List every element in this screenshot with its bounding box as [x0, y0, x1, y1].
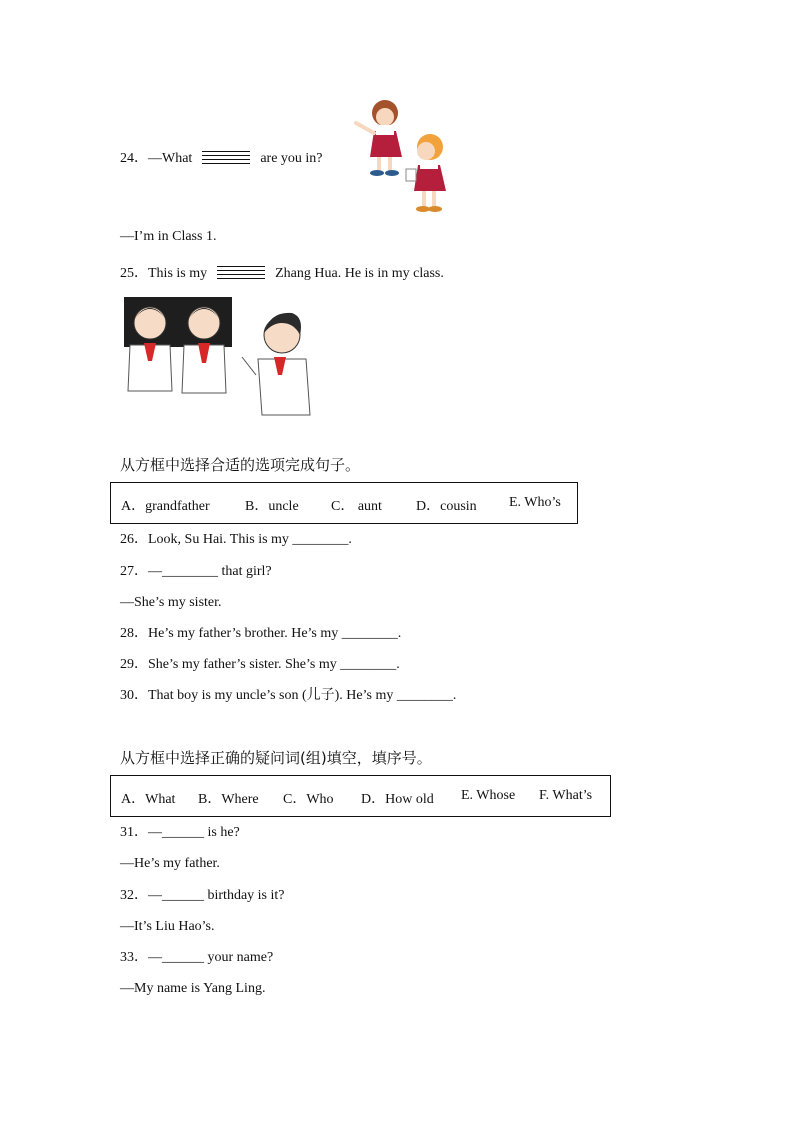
q33: 33．—______ your name?	[120, 950, 274, 965]
q27-answer: —She’s my sister.	[120, 595, 222, 610]
two-girls-illustration	[350, 95, 455, 220]
boys-illustration	[122, 295, 312, 417]
q24-line	[120, 150, 323, 168]
q25-writing-lines[interactable]	[217, 265, 265, 279]
section1-instruction: 从方框中选择合适的选项完成句子。	[120, 456, 361, 474]
option-uncle: B．uncle	[245, 499, 299, 514]
q29: 29．She’s my father’s sister. She’s my ________.	[120, 657, 400, 672]
q24-prefix: 24．—What	[120, 151, 193, 166]
q32: 32．—______ birthday is it?	[120, 888, 285, 903]
q31-answer: —He’s my father.	[120, 856, 220, 871]
section1-option-box	[110, 482, 578, 524]
option-who: C．Who	[283, 792, 334, 807]
option-aunt: C． aunt	[331, 499, 382, 514]
section2-option-box	[110, 775, 611, 817]
option-how-old: D．How old	[361, 792, 434, 807]
q25-prefix: 25．This is my	[120, 266, 208, 281]
option-what: A．What	[121, 792, 176, 807]
option-cousin: D．cousin	[416, 499, 477, 514]
q25-line	[120, 265, 444, 283]
q25-suffix: Zhang Hua. He is in my class.	[275, 266, 444, 281]
option-grandfather: A．grandfather	[121, 499, 210, 514]
q30: 30．That boy is my uncle’s son (儿子). He’s my ________.	[120, 688, 457, 703]
q27: 27．—________ that girl?	[120, 564, 272, 579]
option-whos: E. Who’s	[509, 495, 561, 510]
option-whose: E. Whose	[461, 788, 516, 803]
q24-answer: —I’m in Class 1.	[120, 229, 217, 244]
q26: 26．Look, Su Hai. This is my ________.	[120, 532, 352, 547]
q31: 31．—______ is he?	[120, 825, 240, 840]
q24-writing-lines[interactable]	[202, 150, 250, 164]
q24-suffix: are you in?	[260, 151, 323, 166]
section2-instruction: 从方框中选择正确的疑问词(组)填空，填序号。	[120, 749, 432, 767]
option-where: B．Where	[198, 792, 259, 807]
option-whats: F. What’s	[539, 788, 593, 803]
q32-answer: —It’s Liu Hao’s.	[120, 919, 215, 934]
q33-answer: —My name is Yang Ling.	[120, 981, 266, 996]
q28: 28．He’s my father’s brother. He’s my ________.	[120, 626, 402, 641]
